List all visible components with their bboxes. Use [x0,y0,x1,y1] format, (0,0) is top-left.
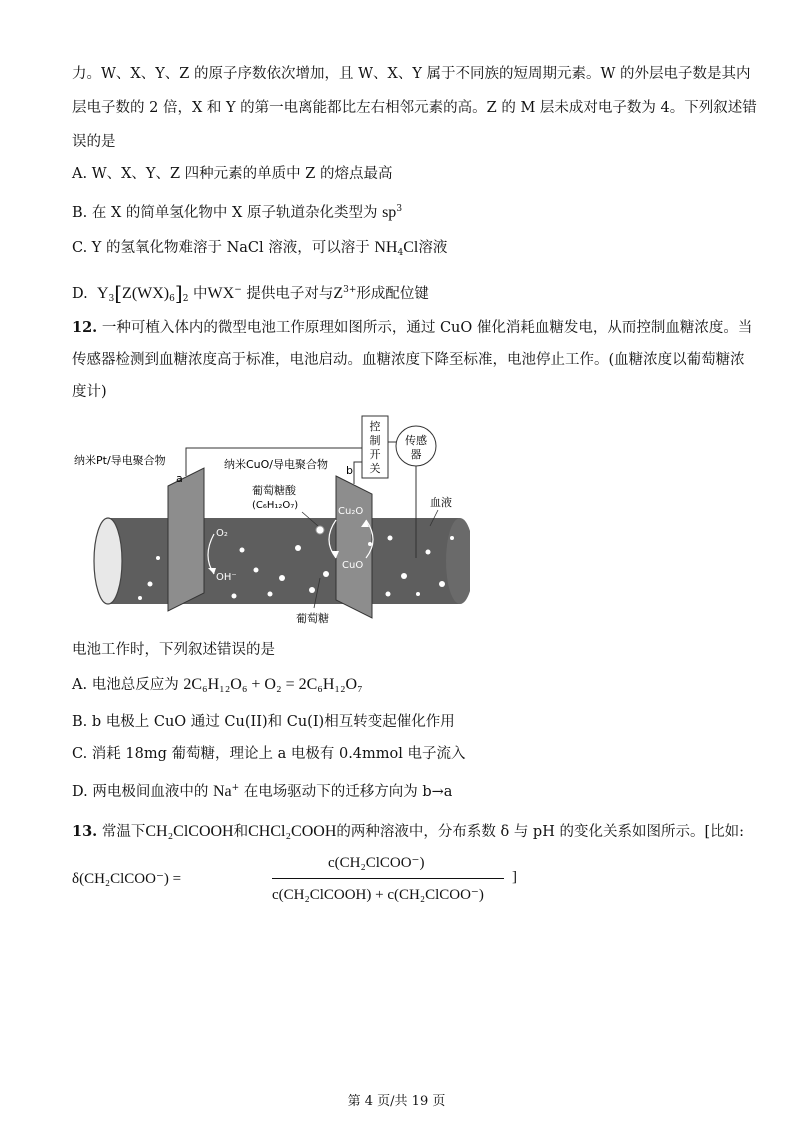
q12-option-a-text: A. 电池总反应为 [72,677,179,693]
blood-vessel [108,518,460,604]
cu2o-label: Cu₂O [338,506,364,517]
glucose-particle [148,582,153,587]
electrode-a-label: a [176,472,183,485]
q11-option-c-post: 溶液 [418,240,448,256]
switch-char-1: 控 [369,420,381,433]
q11-option-c-formula-cl: Cl [403,239,419,256]
q11-option-b-text: B. 在 X 的简单氢化物中 X 原子轨道杂化类型为 [72,205,378,221]
glucose-particle [309,587,315,593]
q12-option-a-equation: 2C₆H₁₂O₆ + O₂ = 2C₆H₁₂O₇ [183,676,363,693]
q12-option-d-ion: Na [212,783,232,800]
q11-option-d-ion: WX [207,285,235,302]
q11-option-d-y: Y [96,285,109,302]
oh-label: OH⁻ [216,572,237,583]
q11-stem-line3: 误的是 [72,134,116,150]
q13-acid1: CH₂ClCOOH [145,823,234,840]
q12-stem-line2: 传感器检测到血糖浓度高于标准，电池启动。血糖浓度下降至标准，电池停止工作。(血糖浓度以葡萄糖浓 [72,352,745,368]
q12-stem-line1 [72,318,752,338]
glucose-particle [439,581,445,587]
cuo-label: CuO [342,560,364,571]
q11-option-c [72,238,447,263]
q13-acid2: CHCl₂COOH [248,823,337,840]
q11-option-d-ion-sup: − [234,285,242,295]
gluconic-acid-label: 葡萄糖酸 [252,484,296,497]
q11-option-b [72,199,402,223]
glucose-particle [232,594,237,599]
q13-stem-post: 的两种溶液中，分布系数 δ 与 pH 的变化关系如图所示。[比如: [336,824,745,840]
q11-option-d-outer-sub: 2 [182,294,189,304]
q12-option-a [72,675,363,695]
q11-option-d-z: Z [333,285,344,302]
glucose-particle [416,592,420,596]
q11-option-c-text: C. Y 的氢氧化物难溶于 NaCl 溶液，可以溶于 [72,240,370,256]
sensor-label-2: 器 [410,448,422,461]
electrode-b-label: b [346,464,353,477]
q13-formula-lhs: δ(CH₂ClCOO⁻) = [72,871,182,887]
q11-option-d: D. $Y_3[Z(WX)_6]_2$ 中WX− 提供电子对与$Z^{3+}$形成配位键 [72,281,429,305]
q12-stem-line3: 度计) [72,384,107,400]
q13-stem [72,822,744,842]
wire-b [354,462,362,484]
q12-option-d-ion-sup: + [231,783,240,793]
glucose-particle [268,592,273,597]
q13-fraction-bar [272,878,504,879]
blood-label: 血液 [430,496,452,509]
q11-option-d-label: D. [72,286,88,302]
glucose-particle [295,545,301,551]
q12-question: 电池工作时，下列叙述错误的是 [72,642,275,658]
q12-option-d-post: 在电场驱动下的迁移方向为 b→a [243,784,453,800]
glucose-label: 葡萄糖 [296,612,329,625]
glucose-particle [254,568,259,573]
battery-diagram [70,408,470,630]
q11-option-d-y-sub: 3 [108,294,115,304]
q11-option-a: A. W、X、Y、Z 四种元素的单质中 Z 的熔点最高 [72,166,393,182]
glucose-particle [138,596,142,600]
sensor-label-1: 传感 [405,434,427,447]
o2-label: O₂ [216,528,228,539]
q11-option-d-mid2: 提供电子对与 [246,286,334,302]
q11-option-c-formula: NH [374,239,398,256]
q11-option-d-post: 形成配位键 [356,286,429,302]
switch-char-4: 关 [369,462,381,475]
switch-char-3: 开 [369,448,381,461]
glucose-particle [386,592,391,597]
q12-stem-text1: 一种可植入体内的微型电池工作原理如图所示，通过 CuO 催化消耗血糖发电，从而控制血糖浓度。当 [101,320,753,336]
glucose-particle [368,542,372,546]
gluconic-acid-formula: (C₆H₁₂O₇) [252,500,299,511]
q13-formula [72,853,517,911]
electrode-b [336,476,372,618]
glucose-particle [240,548,245,553]
q12-option-c: C. 消耗 18mg 葡萄糖，理论上 a 电极有 0.4mmol 电子流入 [72,746,466,762]
q11-option-d-z-sup: 3+ [343,285,357,295]
page-footer: 第 4 页/共 19 页 [347,1094,446,1109]
glucose-particle [426,550,431,555]
q13-number: 13. [72,823,98,840]
glucose-particle [401,573,407,579]
vessel-end-left [94,518,122,604]
electrode-a [168,468,204,611]
glucose-particle [323,571,329,577]
q13-formula-denominator: c(CH₂ClCOOH) + c(CH₂ClCOO⁻) [272,887,484,903]
q11-stem-line2: 层电子数的 2 倍，X 和 Y 的第一电离能都比左右相邻元素的高。Z 的 M 层未成对电子数为 4。下列叙述错 [72,100,757,116]
glucose-particle [156,556,160,560]
q11-option-b-sup: 3 [396,204,403,214]
q11-option-d-complex: Z(WX) [122,285,170,302]
glucose-particle [450,536,454,540]
glucose-particle [388,536,393,541]
electrode-a-material: 纳米Pt/导电聚合物 [74,454,166,467]
q11-option-d-mid: 中 [193,286,208,302]
glucose-particle [316,526,324,534]
q13-formula-close: ] [512,869,517,885]
q11-stem-line1: 力。W、X、Y、Z 的原子序数依次增加，且 W、X、Y 属于不同族的短周期元素。W 的外层电子数是其内 [72,66,751,82]
q12-number: 12. [72,319,98,336]
q11-option-b-hybrid: sp [382,204,397,221]
electrode-b-material: 纳米CuO/导电聚合物 [224,458,329,471]
q12-option-d [72,778,452,802]
q11-option-c-sub: 4 [397,248,404,258]
glucose-particle [279,575,285,581]
q13-stem-and: 和 [233,824,249,840]
q12-option-b: B. b 电极上 CuO 通过 Cu(II)和 Cu(I)相互转变起催化作用 [72,714,455,730]
switch-char-2: 制 [369,434,381,447]
q11-option-d-complex-sub: 6 [169,294,175,304]
q12-option-d-text: D. 两电极间血液中的 [72,784,209,800]
q13-stem-pre: 常温下 [101,824,146,840]
q13-formula-numerator: c(CH₂ClCOO⁻) [328,855,425,871]
